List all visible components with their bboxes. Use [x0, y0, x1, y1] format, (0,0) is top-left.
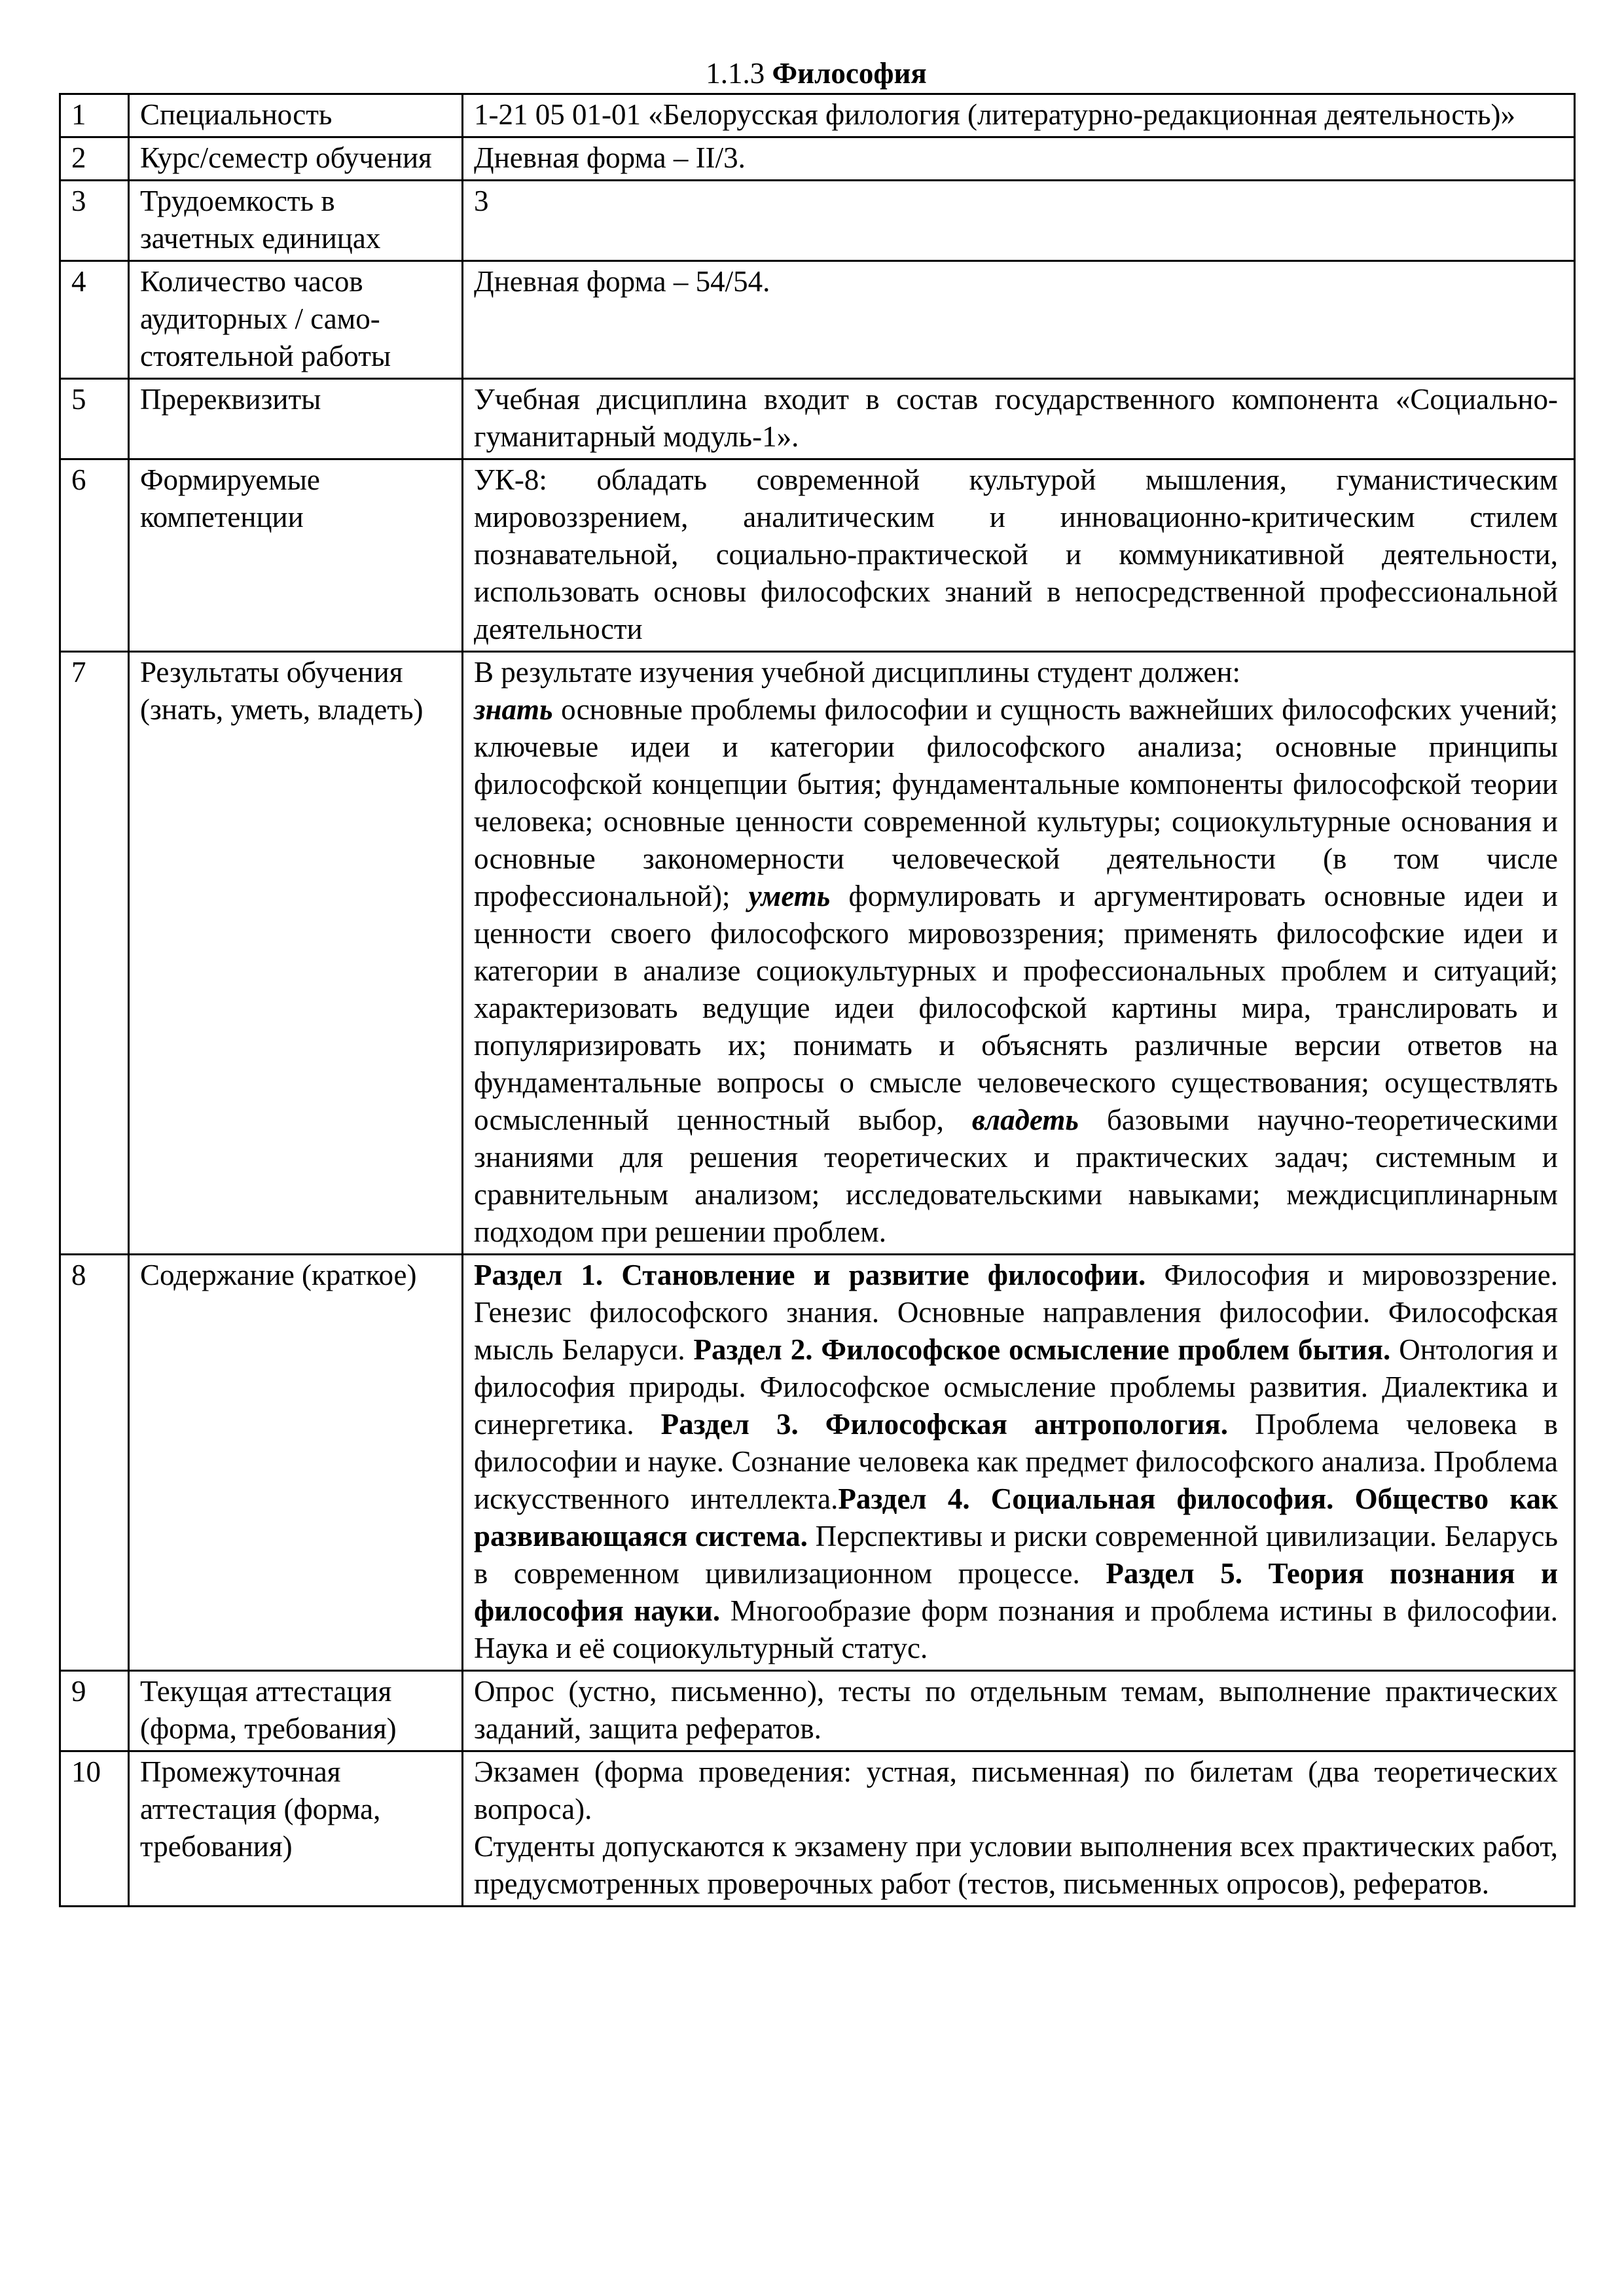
row-value: Дневная форма – 54/54.: [463, 261, 1575, 379]
row-value: [463, 652, 1575, 1255]
table-row-hours: [60, 261, 1575, 379]
outcomes-can-text: формулировать и аргументировать основные идеи и ценности своего философского мировоззрения; применять философские идеи и категории в анализе социокультурных и профессиональных проблем и ситуаций; характеризовать ведущие идеи философской картины мира, транслировать и популяризировать их; понимать и объяснять различные версии ответов на фундаментальные вопросы о смысле человеческого существования; осуществлять осмысленный ценностный выбор,: [474, 880, 1558, 1136]
row-label: Результаты обучения (знать, уметь, владеть): [129, 652, 463, 1255]
outcomes-know-term: знать: [474, 693, 553, 726]
outcomes-intro: В результате изучения учебной дисциплины студент должен:: [474, 656, 1241, 689]
outcomes-own-text: базовыми научно-теоретическими знаниями для решения теоретических и практических задач; системным и сравнительным анализом; исследовательскими навыками; междисциплинарным подходом при решении проблем.: [474, 1103, 1559, 1248]
row-number: 6: [60, 459, 129, 652]
table-row-credits: [60, 181, 1575, 261]
title-name: Философия: [772, 57, 927, 90]
row-value: [463, 1751, 1575, 1907]
title-number: 1.1.3: [706, 57, 765, 90]
page-title: [59, 55, 1574, 92]
section-1-text: Философия и мировоззрение. Генезис философского знания. Основные направления философии. Философская мысль Беларуси.: [474, 1259, 1558, 1366]
row-label: Количество часов аудиторных / само-стоятельной работы: [129, 261, 463, 379]
table-row-intermediate-assessment: [60, 1751, 1575, 1907]
section-2-text: Онтология и философия природы. Философское осмысление проблемы развития. Диалектика и синергетика.: [474, 1333, 1558, 1441]
row-label: Пререквизиты: [129, 379, 463, 459]
row-number: 9: [60, 1671, 129, 1751]
table-row-content: [60, 1255, 1575, 1671]
row-value: [463, 1255, 1575, 1671]
row-label: Содержание (краткое): [129, 1255, 463, 1671]
table-row-current-assessment: [60, 1671, 1575, 1751]
outcomes-know-text: основные проблемы философии и сущность важнейших философских учений; ключевые идеи и категории философского анализа; основные принципы философской концепции бытия; фундаментальные компоненты философской теории человека; основные ценности современной культуры; социокультурные основания и основные закономерности человеческой деятельности (в том числе профессиональной);: [474, 693, 1558, 912]
table-row-competencies: [60, 459, 1575, 652]
row-value: Учебная дисциплина входит в состав государственного компонента «Социально-гуманитарный модуль-1».: [463, 379, 1575, 459]
outcomes-own-term: владеть: [971, 1103, 1079, 1136]
row-label: Формируемые компетенции: [129, 459, 463, 652]
row-value: УК-8: обладать современной культурой мышления, гуманистическим мировоззрением, аналитическим и инновационно-критическим стилем познавательной, социально-практической и коммуникативной деятельности, использовать основы философских знаний в непосредственной профессиональной деятельности: [463, 459, 1575, 652]
section-1-title: Раздел 1. Становление и развитие философии.: [474, 1259, 1146, 1291]
row-value: Опрос (устно, письменно), тесты по отдельным темам, выполнение практических заданий, защита рефератов.: [463, 1671, 1575, 1751]
discipline-info-table: [59, 93, 1576, 1907]
table-row-prerequisites: [60, 379, 1575, 459]
row-number: 7: [60, 652, 129, 1255]
section-2-title: Раздел 2. Философское осмысление проблем бытия.: [693, 1333, 1391, 1366]
section-5-title: Раздел 5. Теория познания и философия науки.: [474, 1557, 1558, 1627]
row-label: Трудоемкость в зачетных единицах: [129, 181, 463, 261]
section-3-title: Раздел 3. Философская антропология.: [660, 1408, 1229, 1441]
table-row-course-semester: [60, 137, 1575, 181]
row-label: Курс/семестр обучения: [129, 137, 463, 181]
section-5-text: Многообразие форм познания и проблема истины в философии. Наука и её социокультурный статус.: [474, 1594, 1558, 1664]
row-label: Специальность: [129, 94, 463, 137]
row-label: Промежуточная аттестация (форма, требования): [129, 1751, 463, 1907]
row-number: 1: [60, 94, 129, 137]
row-value: 1-21 05 01-01 «Белорусская филология (литературно-редакционная деятельность)»: [463, 94, 1575, 137]
row-number: 10: [60, 1751, 129, 1907]
row-number: 3: [60, 181, 129, 261]
table-row-learning-outcomes: [60, 652, 1575, 1255]
row-label: Текущая аттестация (форма, требования): [129, 1671, 463, 1751]
section-4-title: Раздел 4. Социальная философия. Общество как развивающаяся система.: [474, 1482, 1559, 1552]
exam-paragraph: Экзамен (форма проведения: устная, письменная) по билетам (два теоретических вопроса).: [474, 1755, 1558, 1825]
row-number: 5: [60, 379, 129, 459]
outcomes-can-term: уметь: [748, 880, 831, 912]
section-4-text: Перспективы и риски современной цивилизации. Беларусь в современном цивилизационном процессе.: [474, 1520, 1558, 1590]
row-number: 4: [60, 261, 129, 379]
section-3-text: Проблема человека в философии и науке. Сознание человека как предмет философского анализа. Проблема искусственного интеллекта.: [474, 1408, 1559, 1515]
row-number: 2: [60, 137, 129, 181]
table-row-specialty: [60, 94, 1575, 137]
row-value: Дневная форма – II/3.: [463, 137, 1575, 181]
row-value: 3: [463, 181, 1575, 261]
admission-paragraph: Студенты допускаются к экзамену при условии выполнения всех практических работ, предусмотренных проверочных работ (тестов, письменных опросов), рефератов.: [474, 1830, 1558, 1900]
row-number: 8: [60, 1255, 129, 1671]
